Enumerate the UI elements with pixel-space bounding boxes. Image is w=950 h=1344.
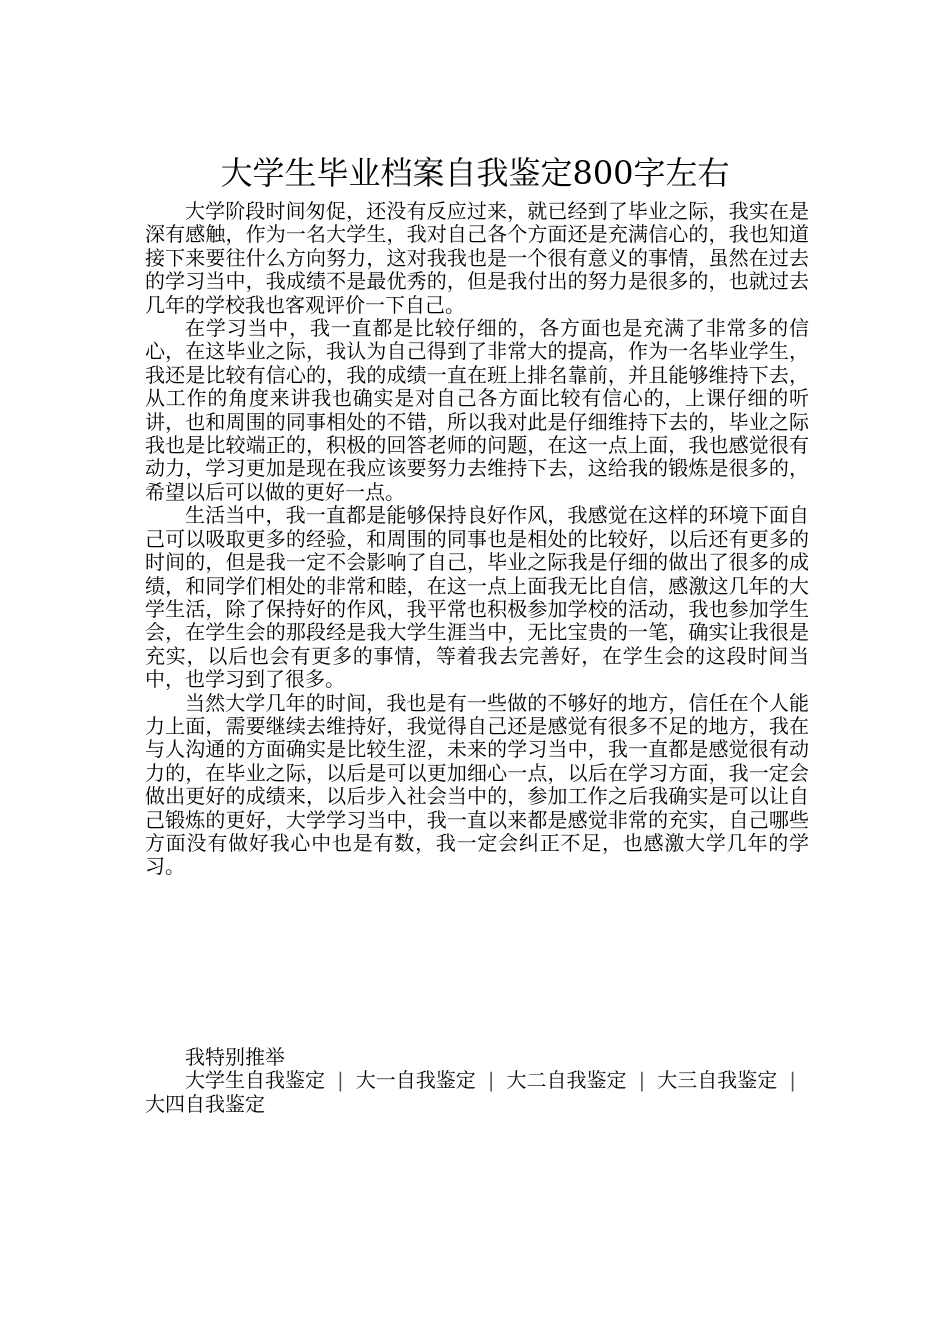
document-body <box>145 200 809 879</box>
link-sophomore-self-assessment[interactable]: 大二自我鉴定 <box>506 1068 627 1093</box>
link-junior-self-assessment[interactable]: 大三自我鉴定 <box>657 1068 778 1093</box>
document-title: 大学生毕业档案自我鉴定800字左右 <box>220 154 730 193</box>
link-separator: | <box>789 1068 796 1093</box>
paragraph-3: 生活当中，我一直都是能够保持良好作风，我感觉在这样的环境下面自己可以吸取更多的经验，和周围的同事也是相处的比较好，以后还有更多的时间的，但是我一定不会影响了自己，毕业之际我是仔细的做出了很多的成绩，和同学们相处的非常和睦，在这一点上面我无比自信，感激这几年的大学生活，除了保持好的作风，我平常也积极参加学校的活动，我也参加学生会，在学生会的那段经是我大学生涯当中，无比宝贵的一笔，确实让我很是充实，以后也会有更多的事情，等着我去完善好，在学生会的这段时间当中，也学习到了很多。 <box>145 503 809 692</box>
paragraph-4: 当然大学几年的时间，我也是有一些做的不够好的地方，信任在个人能力上面，需要继续去维持好，我觉得自己还是感觉有很多不足的地方，我在与人沟通的方面确实是比较生涩，未来的学习当中，我一直都是感觉很有动力的，在毕业之际，以后是可以更加细心一点，以后在学习方面，我一定会做出更好的成绩来，以后步入社会当中的，参加工作之后我确实是可以让自己锻炼的更好，大学学习当中，我一直以来都是感觉非常的充实，自己哪些方面没有做好我心中也是有数，我一定会纠正不足，也感激大学几年的学习。 <box>145 690 809 879</box>
link-separator: | <box>487 1068 495 1093</box>
link-college-self-assessment[interactable]: 大学生自我鉴定 <box>185 1068 325 1093</box>
link-separator: | <box>638 1068 646 1093</box>
recommend-heading: 我特别推举 <box>185 1045 285 1069</box>
link-freshman-self-assessment[interactable]: 大一自我鉴定 <box>355 1068 476 1093</box>
recommend-section <box>145 1046 809 1116</box>
link-separator: | <box>337 1068 344 1093</box>
paragraph-2: 在学习当中，我一直都是比较仔细的，各方面也是充满了非常多的信心，在这毕业之际，我认为自己得到了非常大的提高，作为一名毕业学生，我还是比较有信心的，我的成绩一直在班上排名靠前，并且能够维持下去，从工作的角度来讲我也确实是对自己各方面比较有信心的，上课仔细的听讲，也和周围的同事相处的不错，所以我对此是仔细维持下去的，毕业之际我也是比较端正的，积极的回答老师的问题，在这一点上面，我也感觉很有动力，学习更加是现在我应该要努力去维持下去，这给我的锻炼是很多的，希望以后可以做的更好一点。 <box>145 316 809 504</box>
link-senior-self-assessment[interactable]: 大四自我鉴定 <box>145 1091 265 1116</box>
recommend-links <box>145 1069 809 1116</box>
paragraph-1: 大学阶段时间匆促，还没有反应过来，就已经到了毕业之际，我实在是深有感触，作为一名大学生，我对自己各个方面还是充满信心的，我也知道接下来要往什么方向努力，这对我我也是一个很有意义的事情，虽然在过去的学习当中，我成绩不是最优秀的，但是我付出的努力是很多的，也就过去几年的学校我也客观评价一下自己。 <box>145 199 809 317</box>
